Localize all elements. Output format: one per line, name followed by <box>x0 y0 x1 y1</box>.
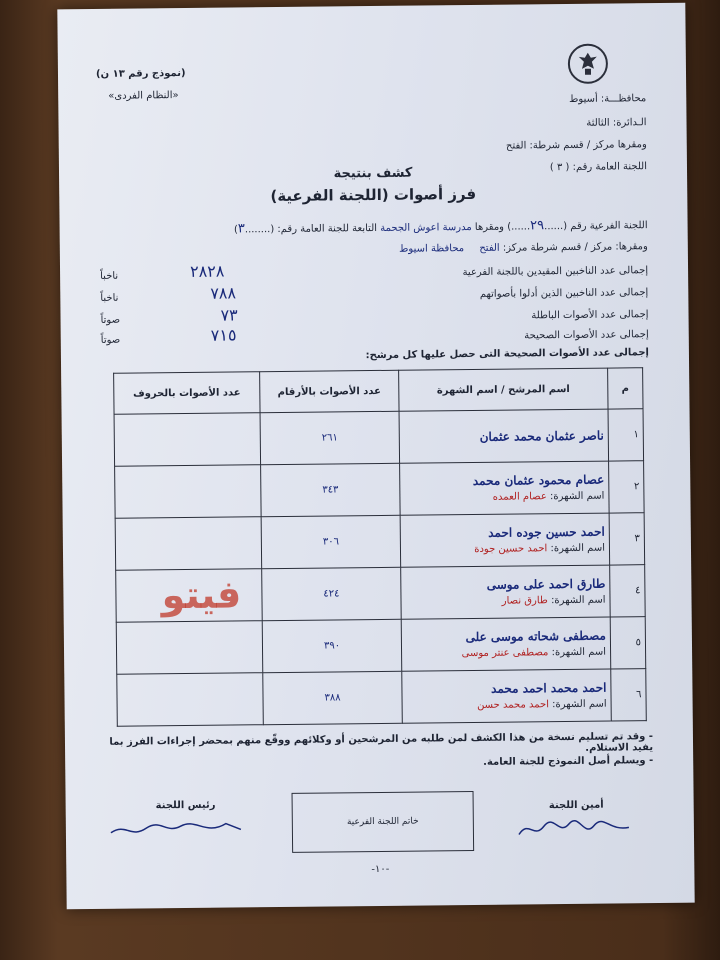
votes-digits: ٣٨٨ <box>263 671 403 724</box>
title-line1: كشف بنتيجة <box>333 165 413 182</box>
table-row <box>115 461 645 519</box>
page-number: -١٠- <box>371 863 390 876</box>
nickname-line <box>405 543 605 556</box>
total-registered-value: ٢٨٢٨ <box>189 261 225 281</box>
page-title: فرز أصوات (اللجنة الفرعية) <box>270 184 477 206</box>
candidate-cell <box>399 409 609 463</box>
total-voted-unit: ناخباً <box>100 292 119 304</box>
results-table <box>113 367 647 727</box>
nickname-label: اسم الشهرة: <box>550 594 606 607</box>
total-voted-label: إجمالى عدد الناخبين الذين أدلوا بأصواتهم <box>479 287 649 300</box>
candidate-cell <box>400 513 610 567</box>
total-valid-unit: صوتاً <box>100 334 121 346</box>
nickname-label: اسم الشهرة: <box>549 490 605 503</box>
nickname-value: احمد حسين جودة <box>474 543 548 555</box>
candidate-cell <box>400 461 610 515</box>
candidate-name: طارق احمد على موسى <box>486 576 606 592</box>
nickname-line <box>405 595 605 608</box>
candidate-name: مصطفى شحاته موسى على <box>465 628 606 645</box>
system-type: «النظام الفردى» <box>108 90 179 102</box>
row-index: ٦ <box>611 669 647 721</box>
col-votes-digits-header: عدد الأصوات بالأرقام <box>260 370 399 412</box>
general-committee: اللجنة العامة رقم: ( ٣ ) <box>549 161 648 174</box>
col-name-header: اسم المرشح / اسم الشهرة <box>399 368 608 411</box>
votes-words <box>115 465 262 519</box>
label-sub-committee: اللجنة الفرعية رقم (...... <box>544 220 648 233</box>
votes-digits: ٣٤٣ <box>261 463 401 516</box>
col-votes-words-header: عدد الأصوات بالحروف <box>114 372 260 415</box>
governorate: محافظـــة: أسيوط <box>569 93 647 105</box>
nickname-label: اسم الشهرة: <box>550 542 606 555</box>
district-handwritten: محافظة اسيوط <box>399 243 465 255</box>
total-valid-value: ٧١٥ <box>210 325 237 345</box>
nickname-line <box>406 647 606 660</box>
election-result-sheet <box>57 3 694 910</box>
nickname-line <box>407 699 607 712</box>
row-index: ٢ <box>609 461 645 513</box>
total-registered-unit: ناخباً <box>100 270 119 282</box>
votes-words <box>116 621 263 675</box>
general-committee-number: ٣ <box>237 221 245 237</box>
note-2: - ويسلم أصل النموذج للجنة العامة. <box>483 755 654 768</box>
votes-words <box>117 673 264 727</box>
fito-watermark-logo <box>141 563 262 624</box>
committee-line1: اللجنة الفرعية رقم (......٢٩......) ومقرها مدرسة اعوش الجحمة التابعة للجنة العامة رقم: (........٣) <box>233 218 648 237</box>
col-index-header: م <box>608 368 643 409</box>
votes-words <box>114 413 261 467</box>
nickname-value: طارق نصار <box>501 595 548 607</box>
votes-digits: ٤٢٤ <box>262 567 402 620</box>
table-row <box>116 617 646 675</box>
votes-digits: ٣٩٠ <box>262 619 402 672</box>
votes-digits: ٢٦١ <box>260 411 400 464</box>
chair-signature <box>106 813 246 848</box>
candidate-cell <box>401 565 611 619</box>
candidate-cell <box>401 617 611 671</box>
committee-location: مدرسة اعوش الجحمة <box>380 221 472 234</box>
egypt-eagle-emblem-icon <box>568 44 608 84</box>
total-invalid-value: ٧٣ <box>220 305 238 325</box>
candidates-heading: إجمالى عدد الأصوات الصحيحة التى حصل عليها كل مرشح: <box>365 347 649 362</box>
table-row <box>114 409 644 467</box>
district: الـدائرة: الثالثة <box>586 117 647 129</box>
nickname-value: مصطفى عنتر موسى <box>461 647 549 660</box>
watermark-text: فيتو <box>161 572 242 618</box>
form-number: (نموذج رقم ١٣ ن) <box>95 67 186 80</box>
nickname-value: احمد محمد حسن <box>476 699 549 711</box>
nickname-line <box>404 491 604 504</box>
station-name: الفتح <box>479 242 500 254</box>
votes-words <box>115 517 262 571</box>
label-general-committee: التابعة للجنة العامة رقم: (........ <box>244 222 378 236</box>
table-header-row <box>114 368 643 415</box>
total-valid-label: إجمالى عدد الأصوات الصحيحة <box>524 329 649 342</box>
chair-label: رئيس اللجنة <box>155 799 216 812</box>
committee-line2 <box>399 241 648 255</box>
table-row <box>115 513 645 571</box>
candidate-name: احمد حسين جوده احمد <box>488 524 605 540</box>
nickname-label: اسم الشهرة: <box>552 698 607 711</box>
total-invalid-label: إجمالى عدد الأصوات الباطلة <box>531 309 649 322</box>
note-1: - وقد تم تسليم نسخة من هذا الكشف لمن طلبه من المرشحين أو وكلائهم ووقّع منهم بمحضر إجراءات الفرز بما يفيد الاستلام. <box>109 731 654 754</box>
total-invalid-unit: صوتاً <box>100 314 121 326</box>
nickname-value: عصام العمده <box>492 491 547 503</box>
nickname-label: اسم الشهرة: <box>551 646 607 659</box>
committee-stamp-box <box>292 791 475 853</box>
label-station: ومقرها: مركز / قسم شرطة مركز: <box>502 241 648 254</box>
stamp-label: خاتم اللجنة الفرعية <box>346 816 419 828</box>
sub-committee-number: ٢٩ <box>530 218 545 234</box>
candidate-name: احمد محمد احمد محمد <box>491 680 607 696</box>
label-seat: ......) ومقرها <box>474 221 531 233</box>
row-index: ٥ <box>610 617 646 669</box>
row-index: ٣ <box>609 513 645 565</box>
candidate-name: ناصر عثمان محمد عثمان <box>479 428 604 444</box>
secretary-signature <box>514 813 634 848</box>
total-registered-label: إجمالى عدد الناخبين المقيدين باللجنة الفرعية <box>462 265 649 279</box>
row-index: ١ <box>608 409 644 461</box>
table-row <box>117 669 647 727</box>
total-voted-value: ٧٨٨ <box>210 283 237 303</box>
candidate-cell <box>402 669 612 723</box>
police-station: ومقرها مركز / قسم شرطة: الفتح <box>505 139 647 152</box>
row-index: ٤ <box>610 565 646 617</box>
candidate-name: عصام محمود عثمان محمد <box>472 472 605 488</box>
votes-digits: ٣٠٦ <box>261 515 401 568</box>
secretary-label: أمين اللجنة <box>548 799 604 812</box>
